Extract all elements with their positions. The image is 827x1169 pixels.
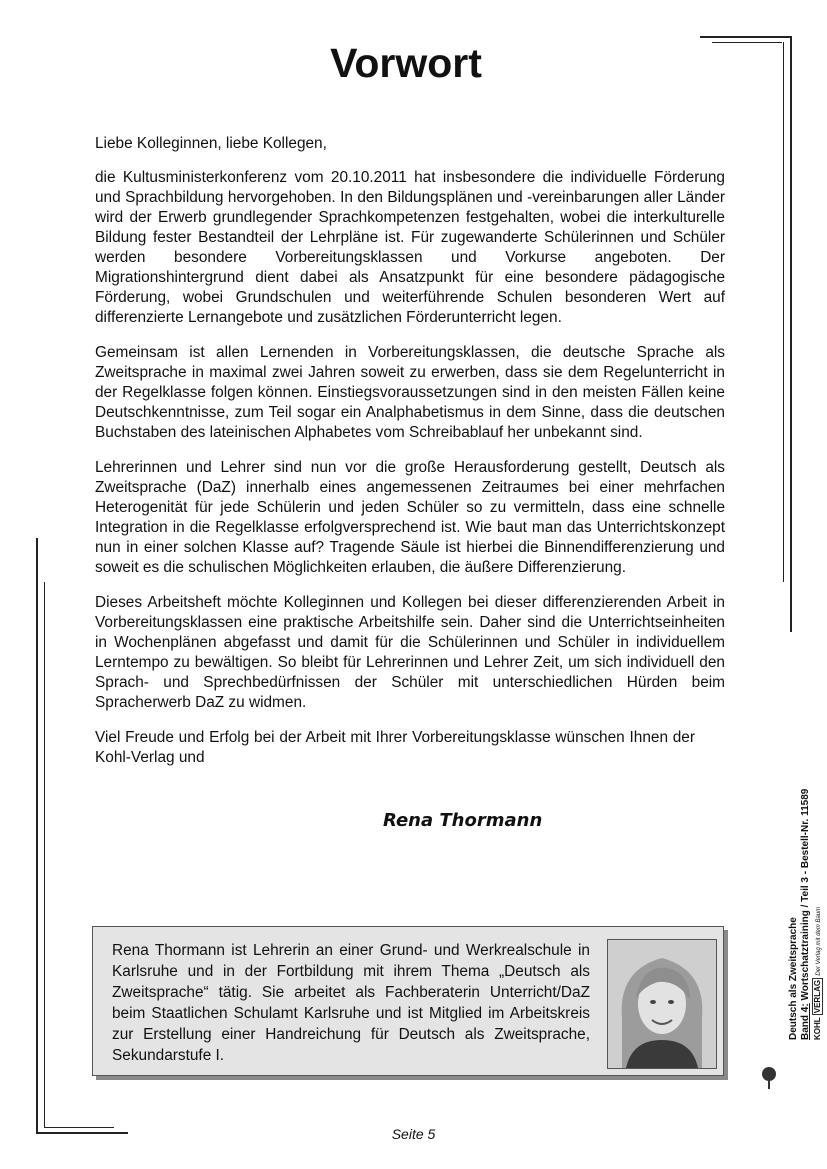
page-title: Vorwort <box>330 40 482 86</box>
frame-line <box>36 538 38 1134</box>
band-detail: Wortschatztraining / Teil 3 - Bestell-Nr. 11589 <box>800 788 811 1004</box>
tree-logo-icon <box>757 1064 787 1094</box>
band-label: Band 4: <box>800 1003 811 1040</box>
publisher-slogan: Der Verlag mit dem Baum <box>816 906 822 976</box>
paragraph: die Kultusministerkonferenz vom 20.10.2011 hat insbesondere die individuelle Förderung und Sprachbildung hervorgehoben. In den Bildungsplänen und -vereinbarungen aller Länder wird der Erwerb grundlegender Sprachkompetenzen festgehalten, wobei die interkulturelle Bildung fester Bestandteil der Lehrpläne ist. Für zugewanderte Schülerinnen und Schüler werden besondere Vorbereitungsklassen und Vorkurse angeboten. Der Migrationshintergrund dient dabei als Ansatzpunkt für eine besondere pädagogische Förderung, wobei Grundschulen und weiterführende Schulen besonderen Wert auf differenzierte Lernangebote und zusätzlichen Förderunterricht legen. <box>95 169 725 326</box>
signature: Rena Thormann <box>383 810 543 831</box>
paragraph: Dieses Arbeitsheft möchte Kolleginnen und Kollegen bei dieser differenzierenden Arbeit in Vorbereitungsklassen eine praktische Arbeitshilfe sein. Daher sind die Unterrichtseinheiten in Wochenplänen abgefasst und damit für die Schülerinnen und Schüler in individuellem Lerntempo zu bewältigen. So bleibt für Lehrerinnen und Lehrer Zeit, um sich individuell den Sprach- und Sprechbedürfnissen der Schüler mit unterschiedlichen Hürden beim Spracherwerb DaZ zu widmen. <box>95 594 725 711</box>
frame-line <box>700 36 792 38</box>
publisher-tag: VERLAG <box>813 979 822 1014</box>
author-photo <box>607 939 717 1069</box>
frame-line <box>783 42 784 582</box>
paragraph: Lehrerinnen und Lehrer sind nun vor die große Herausforderung gestellt, Deutsch als Zweitsprache (DaZ) innerhalb eines angemessenen Zeitraumes bei einer mehrfachen Heterogenität für jede Schülerin und jeden Schüler so zu vermitteln, dass eine schnelle Integration in die Regelklasse erfolgversprechend ist. Wie baut man das Unterrichtskonzept nun in einer solchen Klasse auf? Tragende Säule ist hierbei die Binnendifferenzierung und soweit es die schulischen Möglichkeiten erlauben, die äußere Differenzierung. <box>95 459 725 576</box>
paragraph: Gemeinsam ist allen Lernenden in Vorbereitungsklassen, die deutsche Sprache als Zweitsprache in maximal zwei Jahren soweit zu erwerben, dass sie dem Regelunterricht in der Regelklasse folgen können. Einstiegsvoraussetzungen sind in den meisten Fällen keine Deutschkenntnisse, zum Teil sogar ein Analphabetismus in dem Sinne, dass die deutschen Buchstaben des lateinischen Alphabetes vom Schreibablauf her unbekannt sind. <box>95 344 725 441</box>
publisher-name: KOHL <box>813 1017 822 1040</box>
closing-paragraph: Viel Freude und Erfolg bei der Arbeit mit Ihrer Vorbereitungsklasse wünschen Ihnen der Kohl-Verlag und <box>95 729 695 766</box>
author-bio-box <box>92 926 724 1076</box>
frame-line <box>44 582 45 1128</box>
band-info <box>800 750 812 1040</box>
publisher-line <box>812 750 825 1040</box>
frame-line <box>790 36 792 632</box>
author-portrait-icon <box>608 940 716 1068</box>
side-imprint <box>788 750 827 1040</box>
page-number: Seite 5 <box>391 1126 436 1142</box>
author-bio-text: Rena Thormann ist Lehrerin an einer Grund- und Werkrealschule in Karlsruhe und in der Fortbildung mit ihrem Thema „Deutsch als Zweitsprache“ tätig. Sie arbeitet als Fachberaterin Unterricht/DaZ beim Staatlichen Schulamt Karlsruhe und ist Mitglied im Arbeitskreis zur Erstellung einer Handreichung für Deutsch als Zweitsprache, Sekundarstufe I. <box>112 942 590 1064</box>
greeting: Liebe Kolleginnen, liebe Kollegen, <box>95 135 327 152</box>
series-title: Deutsch als Zweitsprache <box>788 917 799 1040</box>
body-text <box>95 134 725 783</box>
